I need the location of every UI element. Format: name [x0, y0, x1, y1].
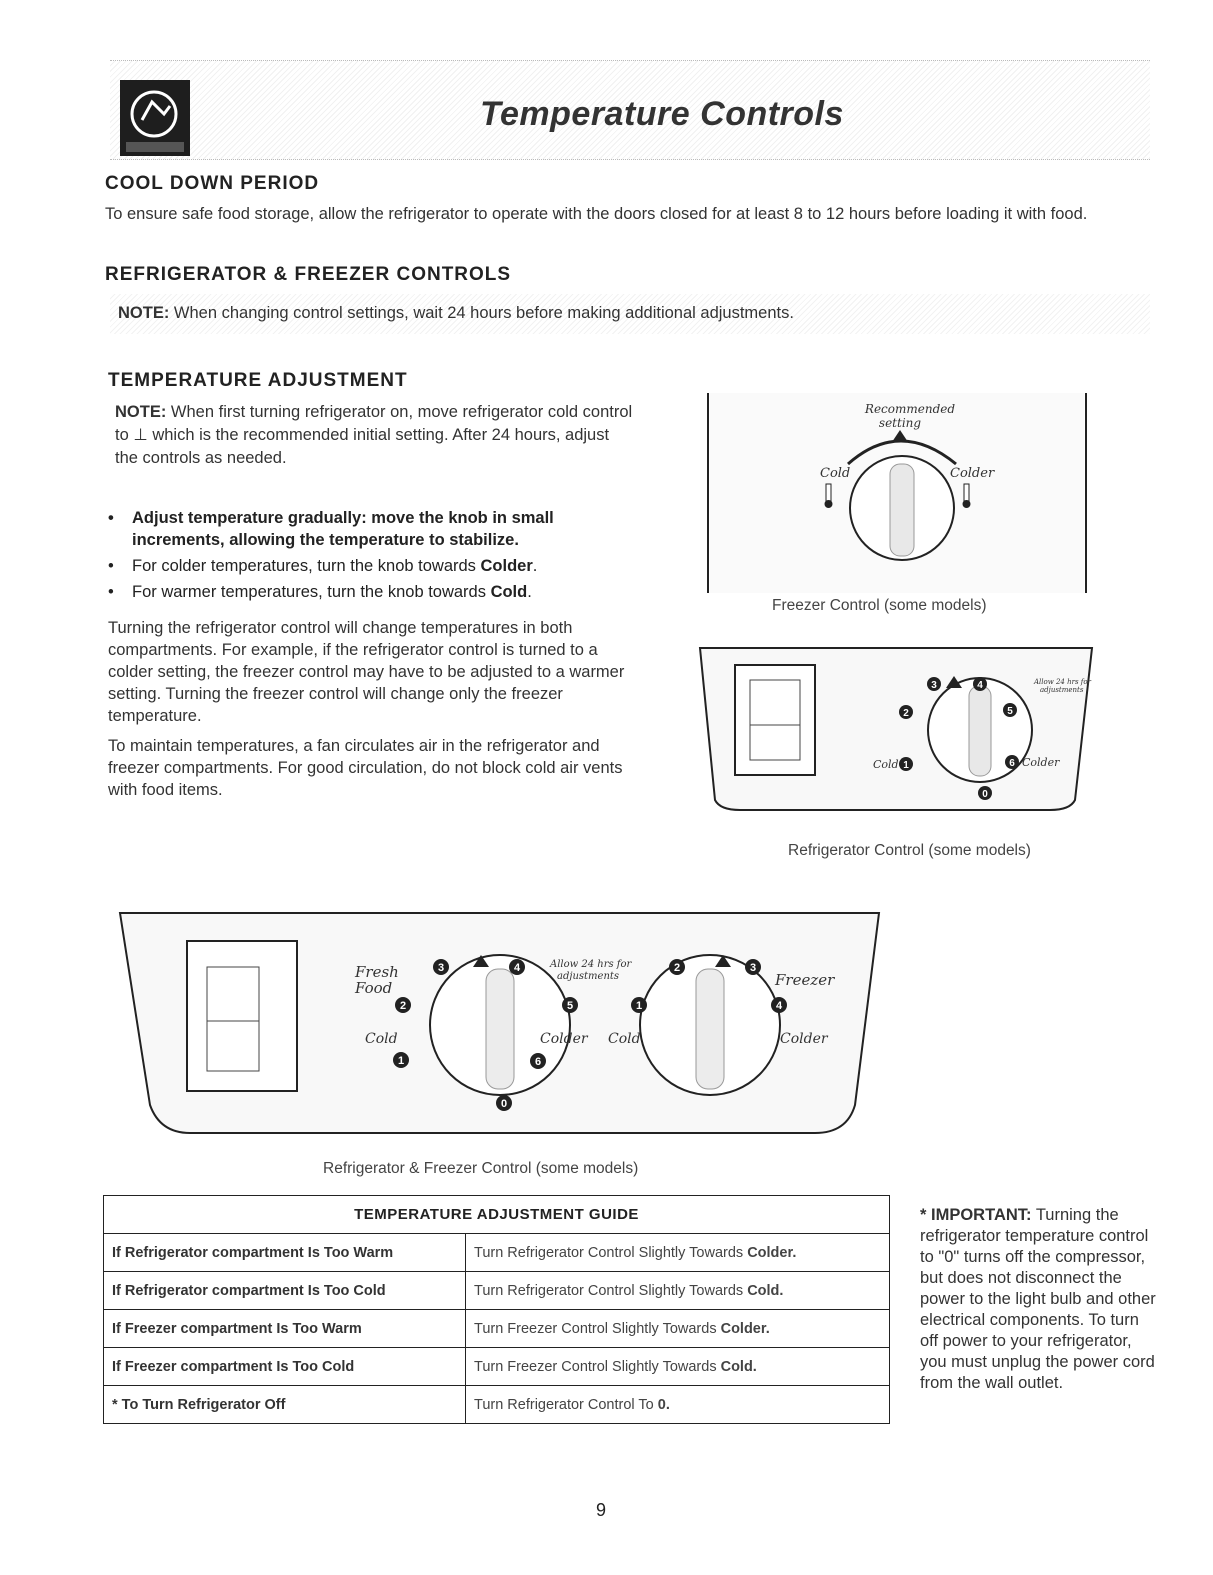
action-bold: Cold. — [747, 1282, 784, 1299]
action-cell — [466, 1310, 890, 1348]
action-cell — [466, 1348, 890, 1386]
note-text-1: When first turning refrigerator on, move refrigerator cold control to — [115, 403, 633, 444]
important-text: Turning the refrigerator temperature control to "0" turns off the compressor, but does not disconnect the power to the light bulb and other electrical components. To turn off power to your refrigerator, you must unplug the power cord from the wall outlet. — [920, 1206, 1156, 1392]
bullet-gradual: • Adjust temperature gradually: move the knob in small increments, allowing the temperature to stabilize. — [100, 507, 640, 551]
dial-number: 1 — [397, 1055, 405, 1067]
table-row — [104, 1272, 890, 1310]
colder-label: Colder — [780, 1031, 828, 1047]
dial-number: 4 — [513, 962, 521, 974]
freezer-caption: Freezer Control (some models) — [772, 597, 987, 614]
combined-caption: Refrigerator & Freezer Control (some models) — [323, 1160, 639, 1177]
page-number: 9 — [596, 1500, 607, 1520]
allow-label: Allow 24 hrs for — [1034, 678, 1091, 686]
dial-number: 3 — [931, 680, 937, 691]
condition-cell: If Freezer compartment Is Too Cold — [104, 1348, 466, 1386]
refrigerator-caption: Refrigerator Control (some models) — [788, 842, 1031, 859]
page-title: Temperature Controls — [480, 95, 844, 133]
action-cell — [466, 1234, 890, 1272]
cool-down-text: To ensure safe food storage, allow the refrigerator to operate with the doors closed for at least 8 to 12 hours before loading it with food. — [105, 205, 1088, 223]
action-bold: Cold. — [720, 1358, 757, 1375]
table-title: TEMPERATURE ADJUSTMENT GUIDE — [104, 1196, 890, 1234]
action-cell — [466, 1272, 890, 1310]
cold-label: Cold — [820, 466, 851, 481]
condition-cell: If Refrigerator compartment Is Too Cold — [104, 1272, 466, 1310]
table-row — [104, 1386, 890, 1424]
condition-cell: If Refrigerator compartment Is Too Warm — [104, 1234, 466, 1272]
bullet-text: For colder temperatures, turn the knob towards — [132, 557, 481, 575]
table-row — [104, 1310, 890, 1348]
cold-label: Cold — [608, 1031, 641, 1047]
dial-number: 1 — [635, 1000, 643, 1012]
action-text: Turn Refrigerator Control To — [474, 1396, 658, 1413]
dial-number: 2 — [673, 962, 681, 974]
controls-note — [118, 304, 794, 323]
adjustment-heading: TEMPERATURE ADJUSTMENT — [108, 370, 408, 391]
action-text: Turn Freezer Control Slightly Towards — [474, 1320, 721, 1337]
colder-label: Colder — [950, 466, 995, 481]
dial-number: 5 — [566, 1000, 574, 1012]
table-header-row — [104, 1196, 890, 1234]
note-label: NOTE: — [118, 304, 170, 322]
controls-heading: REFRIGERATOR & FREEZER CONTROLS — [105, 264, 512, 285]
cool-down-heading: COOL DOWN PERIOD — [105, 173, 320, 194]
table-row — [104, 1348, 890, 1386]
fridge-dial — [430, 955, 570, 1095]
action-text: Turn Freezer Control Slightly Towards — [474, 1358, 721, 1375]
recommended-symbol: ⊥ — [133, 426, 148, 444]
table-row — [104, 1234, 890, 1272]
action-text: Turn Refrigerator Control Slightly Towards — [474, 1282, 748, 1299]
colder-label: Colder — [540, 1031, 588, 1047]
action-bold: Colder. — [747, 1244, 797, 1261]
adjustment-guide-table — [103, 1195, 890, 1424]
adjustment-paragraph-1: Turning the refrigerator control will change temperatures in both compartments. For example, if the refrigerator control is turned to a colder setting, the freezer control may have to be adjusted to a warmer setting. Turning the freezer control will change only the freezer temperature. — [108, 619, 625, 725]
food-label: Food — [355, 979, 393, 997]
adjustments-label: adjustments — [1040, 686, 1084, 694]
setting-label: setting — [878, 416, 922, 430]
adjustments-label: adjustments — [557, 971, 620, 982]
note-text-2: which is the recommended initial setting. After 24 hours, adjust the controls as needed. — [115, 426, 610, 467]
adjustment-note — [115, 401, 635, 470]
bullet-bold: Colder — [480, 557, 533, 575]
bullet-bold: Cold — [490, 583, 528, 601]
condition-cell: If Freezer compartment Is Too Warm — [104, 1310, 466, 1348]
dial-number: 0 — [500, 1098, 508, 1110]
action-text: Turn Refrigerator Control Slightly Towards — [474, 1244, 748, 1261]
dial-number: 1 — [903, 760, 909, 771]
bullet-colder: • For colder temperatures, turn the knob towards Colder. — [100, 555, 640, 577]
note-label: NOTE: — [115, 403, 167, 421]
colder-label: Colder — [1022, 756, 1060, 769]
dial-number: 3 — [437, 962, 445, 974]
dial-number: 0 — [982, 789, 988, 800]
freezer-dial — [640, 955, 780, 1095]
fresh-label: Fresh — [355, 963, 399, 981]
refrigerator-control-figure — [680, 640, 1100, 815]
dial-number: 4 — [775, 1000, 783, 1012]
action-bold: Colder. — [720, 1320, 770, 1337]
freezer-control-figure — [680, 378, 1150, 600]
note-text: When changing control settings, wait 24 hours before making additional adjustments. — [169, 304, 794, 322]
cold-label: Cold — [873, 758, 899, 771]
adjustment-bullets — [100, 507, 640, 607]
dial-number: 6 — [1009, 758, 1015, 769]
dial-number: 6 — [534, 1056, 542, 1068]
condition-cell: * To Turn Refrigerator Off — [104, 1386, 466, 1424]
dial-number: 3 — [749, 962, 757, 974]
action-cell — [466, 1386, 890, 1424]
bullet-warmer: • For warmer temperatures, turn the knob towards Cold. — [100, 581, 640, 603]
important-note — [920, 1205, 1160, 1394]
allow-label: Allow 24 hrs for — [550, 959, 632, 970]
combined-control-figure — [115, 905, 885, 1145]
important-label: * IMPORTANT: — [920, 1206, 1032, 1224]
freezer-label: Freezer — [775, 971, 835, 989]
recommended-label: Recommended — [864, 402, 956, 416]
bullet-text: For warmer temperatures, turn the knob towards — [132, 583, 491, 601]
refrigerator-manual-icon — [120, 80, 190, 156]
dial-number: 4 — [977, 680, 983, 691]
cold-label: Cold — [365, 1031, 398, 1047]
adjustment-paragraph-2: To maintain temperatures, a fan circulates air in the refrigerator and freezer compartments. For good circulation, do not block cold air vents with food items. — [108, 737, 623, 799]
dial-number: 2 — [399, 1000, 407, 1012]
dial-number: 5 — [1007, 706, 1013, 717]
dial-number: 2 — [903, 708, 909, 719]
action-bold: 0. — [657, 1396, 670, 1413]
